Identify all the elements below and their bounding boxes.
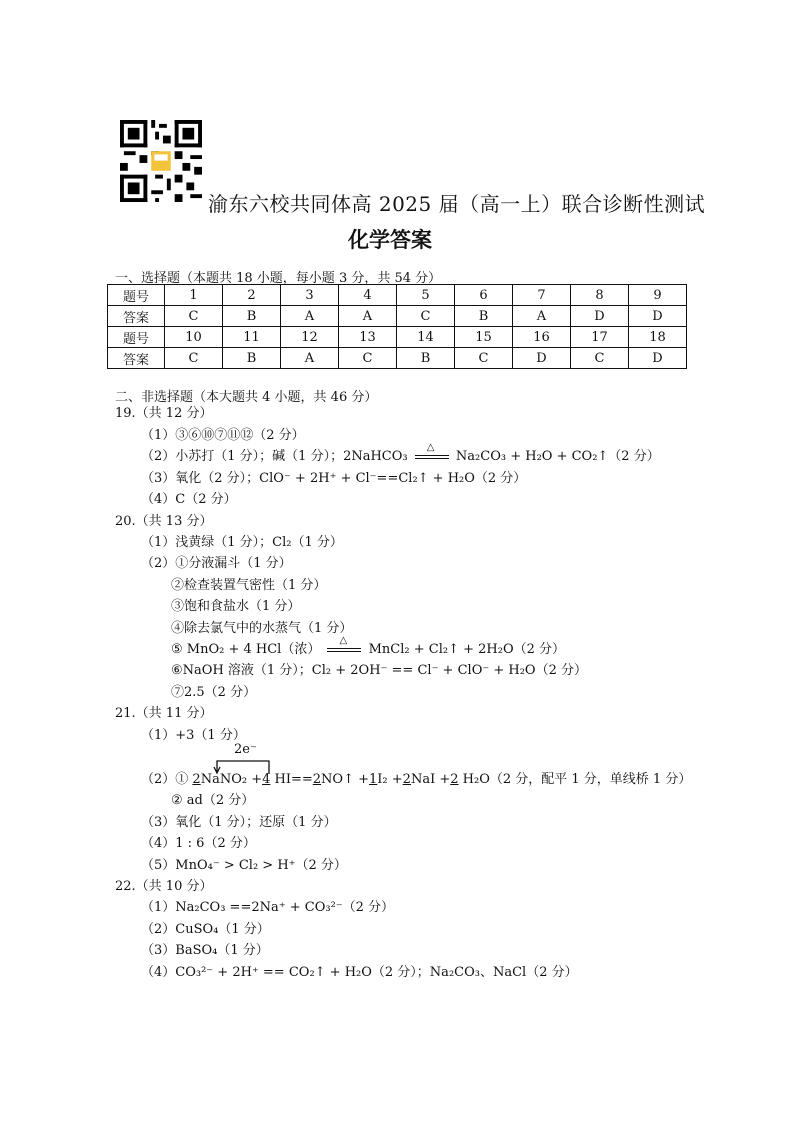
heat-equals-sign xyxy=(415,441,449,464)
formula: NO↑ + xyxy=(321,772,369,787)
electron-transfer-label: 2e⁻ xyxy=(234,742,257,757)
answer-text: ⑤ MnO₂ + 4 HCl（浓） xyxy=(171,642,321,657)
coefficient: 2 xyxy=(450,772,459,787)
table-cell: C xyxy=(571,348,629,369)
answer-line: （3）氧化（2 分）；ClO⁻ + 2H⁺ + Cl⁻==Cl₂↑ + H₂O（2 分） xyxy=(141,471,527,486)
table-cell: D xyxy=(513,348,571,369)
table-cell: 18 xyxy=(629,327,687,348)
table-cell: 17 xyxy=(571,327,629,348)
question-heading: 21.（共 11 分） xyxy=(115,706,213,721)
table-cell: 8 xyxy=(571,285,629,306)
question-heading: 19.（共 12 分） xyxy=(115,406,213,421)
answer-text: Na₂CO₃ + H₂O + CO₂↑（2 分） xyxy=(455,449,660,464)
answer-line: （1）Na₂CO₃ ==2Na⁺ + CO₃²⁻（2 分） xyxy=(141,900,395,915)
table-cell: 6 xyxy=(455,285,513,306)
table-cell: 11 xyxy=(223,327,281,348)
table-cell: A xyxy=(281,348,339,369)
answer-line: ⑥NaOH 溶液（1 分）；Cl₂ + 2OH⁻ == Cl⁻ + ClO⁻ + H₂O（2 分） xyxy=(171,663,587,678)
table-cell: D xyxy=(571,306,629,327)
answer-line: （4）CO₃²⁻ + 2H⁺ == CO₂↑ + H₂O（2 分）；Na₂CO₃、NaCl（2 分） xyxy=(141,965,578,980)
page-subtitle: 化学答案 xyxy=(348,228,432,252)
row-header: 答案 xyxy=(108,306,165,327)
page-title: 渝东六校共同体高 2025 届（高一上）联合诊断性测试 xyxy=(208,192,706,216)
delta-icon: △ xyxy=(339,634,348,646)
answer-line: （4）C（2 分） xyxy=(141,492,237,507)
answer-line xyxy=(171,634,566,659)
answer-line: ⑦2.5（2 分） xyxy=(171,685,257,700)
answer-text: （2）① xyxy=(141,772,193,787)
question-heading: 20.（共 13 分） xyxy=(115,514,213,529)
heat-equals-sign xyxy=(327,634,361,657)
answer-line: （1）浅黄绿（1 分）；Cl₂（1 分） xyxy=(141,535,343,550)
table-cell: B xyxy=(455,306,513,327)
table-cell: A xyxy=(281,306,339,327)
table-row xyxy=(108,327,687,348)
table-cell: C xyxy=(397,306,455,327)
section-heading: 二、非选择题（本大题共 4 小题，共 46 分） xyxy=(115,390,378,405)
coefficient: 1 xyxy=(369,772,378,787)
answer-line: ②检查装置气密性（1 分） xyxy=(171,578,327,593)
coefficient: 2 xyxy=(312,772,322,787)
table-cell: 12 xyxy=(281,327,339,348)
table-cell: 2 xyxy=(223,285,281,306)
table-cell: 5 xyxy=(397,285,455,306)
row-header: 答案 xyxy=(108,348,165,369)
table-row xyxy=(108,348,687,369)
question-heading: 22.（共 10 分） xyxy=(115,879,213,894)
divider xyxy=(327,651,361,652)
coefficient: 2 xyxy=(192,772,201,787)
answer-table xyxy=(107,284,687,369)
table-cell: 14 xyxy=(397,327,455,348)
formula: NaNO₂ + xyxy=(200,772,263,787)
section-heading: 一、选择题（本题共 18 小题，每小题 3 分，共 54 分） xyxy=(115,271,442,286)
table-cell: 3 xyxy=(281,285,339,306)
table-cell: C xyxy=(165,348,223,369)
answer-line: （2）CuSO₄（1 分） xyxy=(141,922,270,937)
answer-line: （1）+3（1 分） xyxy=(141,728,246,743)
table-cell: C xyxy=(455,348,513,369)
divider xyxy=(415,458,449,459)
table-cell: 7 xyxy=(513,285,571,306)
answer-text: MnCl₂ + Cl₂↑ + 2H₂O（2 分） xyxy=(368,642,566,657)
answer-line xyxy=(141,771,691,789)
answer-line: （3）氧化（1 分）；还原（1 分） xyxy=(141,815,337,830)
formula: HI== xyxy=(270,772,313,787)
table-row xyxy=(108,285,687,306)
table-cell: 9 xyxy=(629,285,687,306)
answer-line: ④除去氯气中的水蒸气（1 分） xyxy=(171,621,353,636)
table-cell: D xyxy=(629,348,687,369)
coefficient: 4 xyxy=(262,772,271,787)
table-cell: 16 xyxy=(513,327,571,348)
answer-line: （4）1 : 6（2 分） xyxy=(141,836,256,851)
divider xyxy=(327,648,361,649)
formula: NaI + xyxy=(410,772,451,787)
answer-line: （1）③⑥⑩⑦⑪⑫（2 分） xyxy=(141,428,305,443)
coefficient: 2 xyxy=(402,772,411,787)
table-cell: 10 xyxy=(165,327,223,348)
divider xyxy=(415,455,449,456)
formula: H₂O（2 分，配平 1 分，单线桥 1 分） xyxy=(458,772,692,787)
answer-line: （3）BaSO₄（1 分） xyxy=(141,943,269,958)
table-cell: B xyxy=(397,348,455,369)
qr-code-icon xyxy=(120,120,202,202)
table-cell: 1 xyxy=(165,285,223,306)
table-row xyxy=(108,306,687,327)
table-cell: B xyxy=(223,306,281,327)
row-header: 题号 xyxy=(108,327,165,348)
formula: I₂ + xyxy=(377,772,403,787)
answer-line: ③饱和食盐水（1 分） xyxy=(171,599,301,614)
table-cell: 15 xyxy=(455,327,513,348)
delta-icon: △ xyxy=(426,441,435,453)
table-cell: C xyxy=(339,348,397,369)
table-cell: 4 xyxy=(339,285,397,306)
answer-line: （2）①分液漏斗（1 分） xyxy=(141,556,292,571)
answer-text: （2）小苏打（1 分）；碱（1 分）；2NaHCO₃ xyxy=(141,449,408,464)
answer-line xyxy=(141,441,660,466)
answer-line: ② ad（2 分） xyxy=(171,793,255,808)
row-header: 题号 xyxy=(108,285,165,306)
table-cell: A xyxy=(513,306,571,327)
answer-line: （5）MnO₄⁻ > Cl₂ > H⁺（2 分） xyxy=(141,858,347,873)
table-cell: B xyxy=(223,348,281,369)
table-cell: D xyxy=(629,306,687,327)
table-cell: 13 xyxy=(339,327,397,348)
table-cell: A xyxy=(339,306,397,327)
table-cell: C xyxy=(165,306,223,327)
